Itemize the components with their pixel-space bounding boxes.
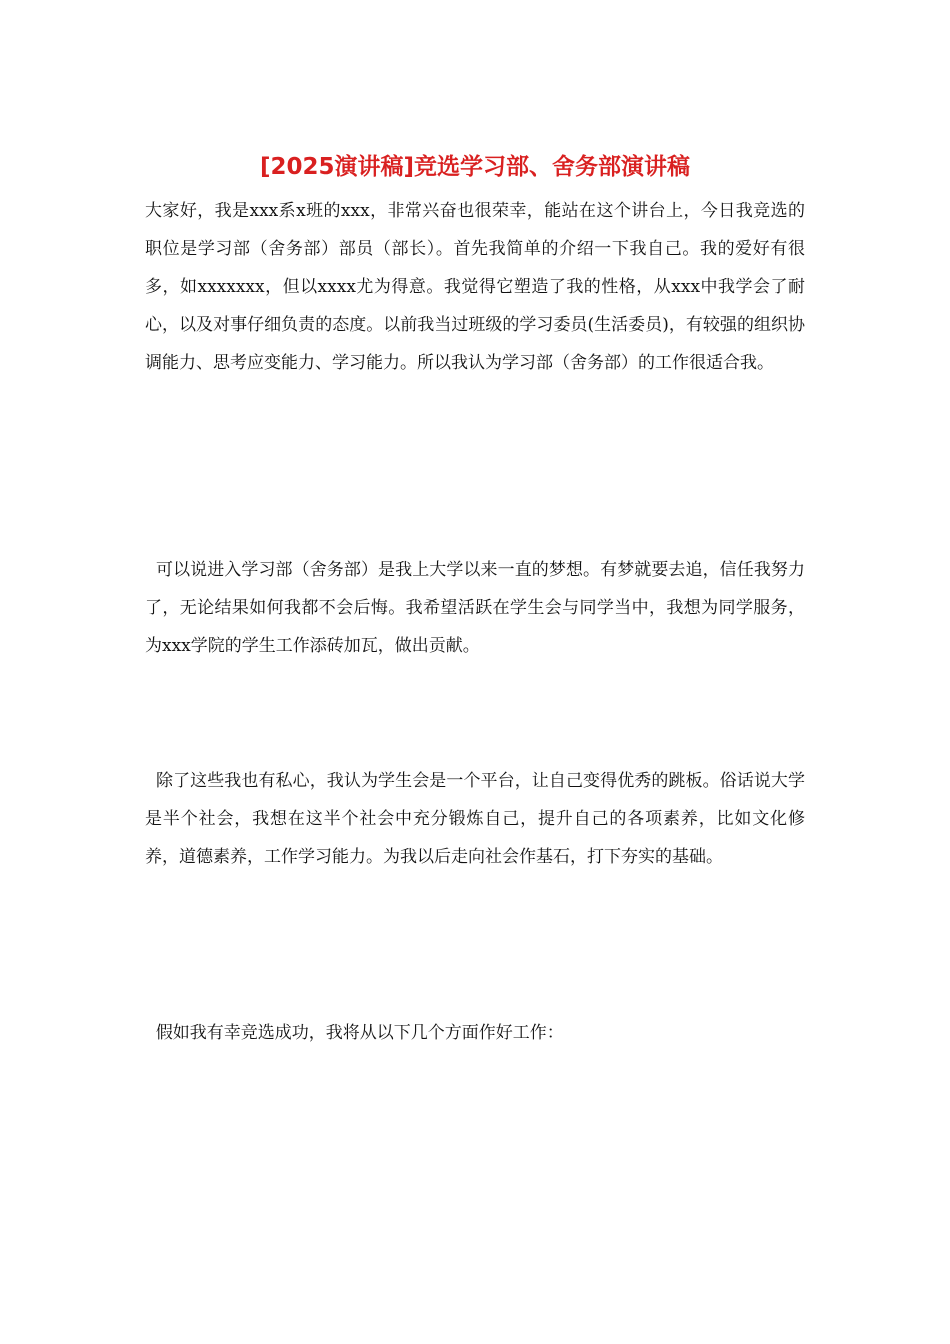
paragraph-introduction: 大家好，我是xxx系x班的xxx，非常兴奋也很荣幸，能站在这个讲台上，今日我竞选的职位是学习部（舍务部）部员（部长）。首先我简单的介绍一下我自己。我的爱好有很多，如xxxxxxx，但以xxxx尤为得意。我觉得它塑造了我的性格，从xxx中我学会了耐心，以及对事仔细负责的态度。以前我当过班级的学习委员(生活委员)，有较强的组织协调能力、思考应变能力、学习能力。所以我认为学习部（舍务部）的工作很适合我。 — [145, 201, 805, 373]
document-title: [2025演讲稿]竞选学习部、舍务部演讲稿 — [259, 154, 691, 180]
paragraph-personal-motive: 除了这些我也有私心，我认为学生会是一个平台，让自己变得优秀的跳板。俗话说大学是半个社会，我想在这半个社会中充分锻炼自己，提升自己的各项素养，比如文化修养，道德素养，工作学习能力。为我以后走向社会作基石，打下夯实的基础。 — [145, 771, 806, 867]
paragraph-work-plan: 假如我有幸竞选成功，我将从以下几个方面作好工作： — [145, 1023, 564, 1043]
paragraph-dream: 可以说进入学习部（舍务部）是我上大学以来一直的梦想。有梦就要去追，信任我努力了，无论结果如何我都不会后悔。我希望活跃在学生会与同学当中，我想为同学服务，为xxx学院的学生工作添砖加瓦，做出贡献。 — [145, 560, 806, 656]
